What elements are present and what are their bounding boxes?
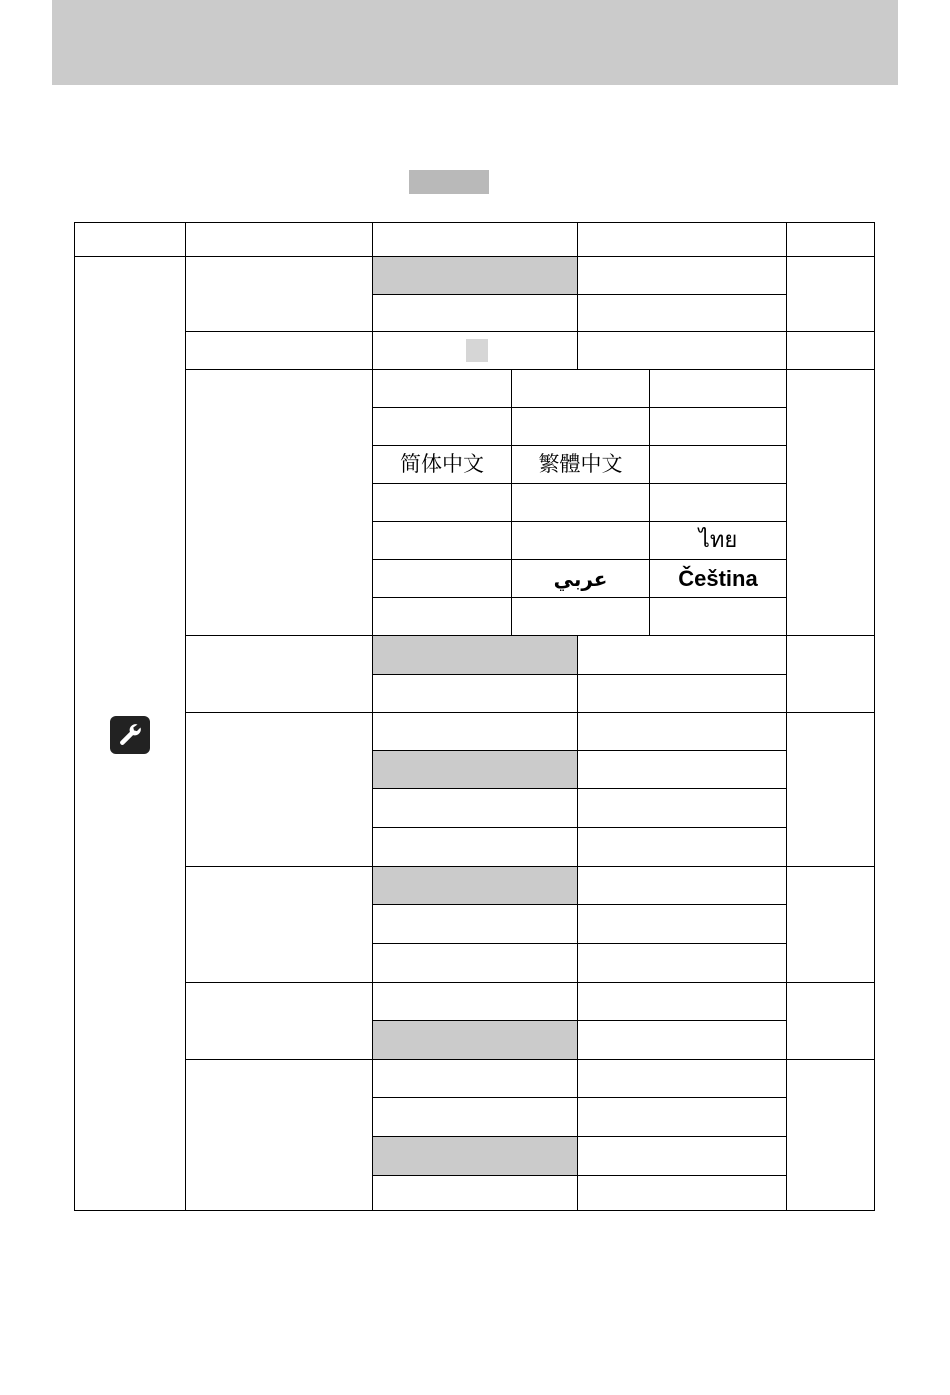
language-arabic: عربي (553, 566, 608, 591)
column-divider (185, 222, 186, 1211)
row-divider (372, 1020, 786, 1021)
language-czech: Čeština (678, 565, 758, 591)
shaded-cell (373, 1137, 577, 1175)
shaded-cell (373, 867, 577, 904)
row-divider (372, 788, 786, 789)
row-divider (372, 294, 786, 295)
menu-table (74, 222, 875, 1211)
wrench-icon (110, 716, 150, 754)
row-divider (372, 904, 786, 905)
highlight-chip (409, 170, 489, 194)
row-divider (372, 750, 786, 751)
header-band (52, 0, 898, 85)
row-divider (372, 943, 786, 944)
group-divider (185, 331, 875, 332)
row-divider (372, 827, 786, 828)
group-divider (185, 982, 875, 983)
column-divider (786, 222, 787, 1211)
group-divider (185, 369, 875, 370)
language-thai: ไทย (698, 527, 738, 553)
column-divider (577, 222, 578, 370)
row-divider (372, 1136, 786, 1137)
column-divider (577, 635, 578, 1211)
group-divider (185, 1059, 875, 1060)
column-divider (372, 222, 373, 1211)
value-chip (466, 339, 488, 362)
shaded-cell (373, 636, 577, 674)
shaded-cell (373, 751, 577, 788)
row-divider (372, 1175, 786, 1176)
row-divider (372, 1097, 786, 1098)
group-divider (185, 712, 875, 713)
language-traditional-chinese: 繁體中文 (538, 452, 623, 476)
shaded-cell (373, 257, 577, 294)
language-simplified-chinese: 简体中文 (400, 452, 484, 476)
row-divider (372, 674, 786, 675)
row-divider (372, 597, 786, 598)
shaded-cell (373, 1021, 577, 1059)
row-divider (372, 407, 786, 408)
row-divider (372, 483, 786, 484)
